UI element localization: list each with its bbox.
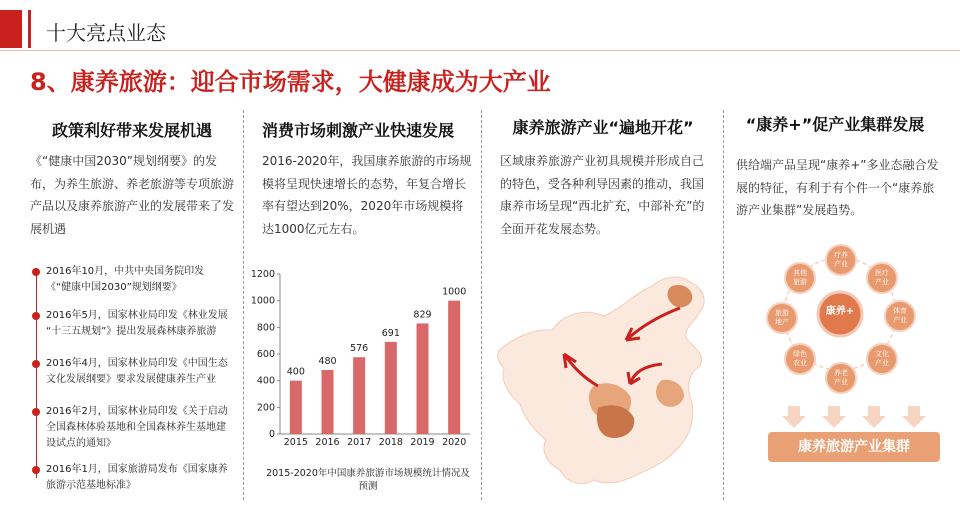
y-tick-label: 1000 (250, 295, 275, 307)
bar (353, 357, 365, 434)
timeline-line (36, 268, 37, 478)
header-accent-line (28, 10, 31, 48)
column-divider (723, 110, 724, 500)
y-tick-label: 0 (268, 429, 275, 440)
bar (385, 342, 397, 434)
bar-value-label: 691 (381, 327, 400, 339)
market-size-chart (250, 262, 480, 452)
cluster-node: 文化 产业 (866, 343, 898, 375)
chart-caption: 2015-2020年中国康养旅游市场规模统计情况及 预测 (266, 468, 470, 492)
col1-heading: 政策利好带来发展机遇 (51, 121, 212, 140)
timeline-dot (32, 466, 40, 474)
bar-value-label: 576 (350, 343, 369, 355)
bar-value-label: 829 (413, 309, 432, 321)
header-divider (0, 50, 960, 51)
section-title: 十大亮点业态 (46, 21, 166, 45)
down-arrow-icon (782, 406, 806, 428)
x-tick-label: 2016 (315, 437, 340, 448)
x-tick-label: 2017 (347, 437, 372, 448)
header-accent-bar (0, 10, 22, 48)
cluster-node: 养老 产业 (825, 362, 857, 394)
y-tick-label: 400 (256, 375, 275, 387)
y-tick-label: 1200 (250, 269, 275, 280)
col2-heading: 消费市场刺激产业快速发展 (261, 121, 454, 140)
cluster-node: 医疗 产业 (866, 262, 898, 294)
china-map-illustration (494, 268, 716, 496)
col3-heading: 康养旅游产业“遍地开花” (512, 118, 694, 137)
x-tick-label: 2015 (283, 437, 308, 448)
y-tick-label: 600 (256, 349, 275, 360)
cluster-label-box: 康养旅游产业集群 (768, 432, 940, 462)
bar (290, 381, 302, 434)
down-arrows (780, 404, 940, 430)
bar-value-label: 480 (318, 356, 337, 367)
timeline-dot (32, 268, 40, 276)
cluster-node: 体育 产业 (884, 300, 916, 332)
col4-heading: “康养+”促产业集群发展 (745, 115, 925, 134)
col1-paragraph: 《“健康中国2030”规划纲要》的发布，为养生旅游、养老旅游等专项旅游产品以及康养旅游产业的发展带来了发展机遇 (30, 154, 235, 236)
bar-value-label: 400 (286, 366, 305, 378)
cluster-node: 其他 旅游 (784, 262, 816, 294)
column-divider (481, 110, 482, 500)
bar (448, 301, 460, 434)
down-arrow-icon (902, 406, 926, 428)
bar (417, 323, 429, 434)
cluster-node: 疗养 产业 (825, 244, 857, 276)
cluster-node: 旅游 地产 (766, 302, 798, 334)
y-tick-label: 200 (256, 402, 275, 414)
bar-value-label: 1000 (442, 286, 467, 298)
y-tick-label: 800 (256, 322, 275, 334)
cluster-node: 绿色 农业 (784, 343, 816, 375)
page-title: 8、康养旅游：迎合市场需求，大健康成为大产业 (30, 68, 551, 96)
x-tick-label: 2020 (442, 437, 467, 448)
down-arrow-icon (862, 406, 886, 428)
col2-paragraph: 2016-2020年，我国康养旅游的市场规模将呈现快速增长的态势，年复合增长率有望达到20%，2020年市场规模将达1000亿元左右。 (262, 154, 472, 236)
down-arrow-icon (822, 406, 846, 428)
x-tick-label: 2019 (410, 437, 435, 448)
x-tick-label: 2018 (378, 437, 403, 448)
col3-paragraph: 区域康养旅游产业初具规模并形成自己的特色，受各种利导因素的推动，我国康养市场呈现“西北扩充，中部补充”的全面开花发展态势。 (500, 154, 705, 236)
timeline-dot (32, 360, 40, 368)
china-map-shape (498, 277, 704, 484)
col4-paragraph: 供给端产品呈现“康养+”多业态融合发展的特征，有利于有个件一个“康养旅游产业集群”发展趋势。 (736, 158, 939, 217)
timeline-dot (32, 312, 40, 320)
timeline-dot (32, 408, 40, 416)
bar (322, 370, 334, 434)
cluster-center-label: 康养+ (825, 306, 855, 317)
